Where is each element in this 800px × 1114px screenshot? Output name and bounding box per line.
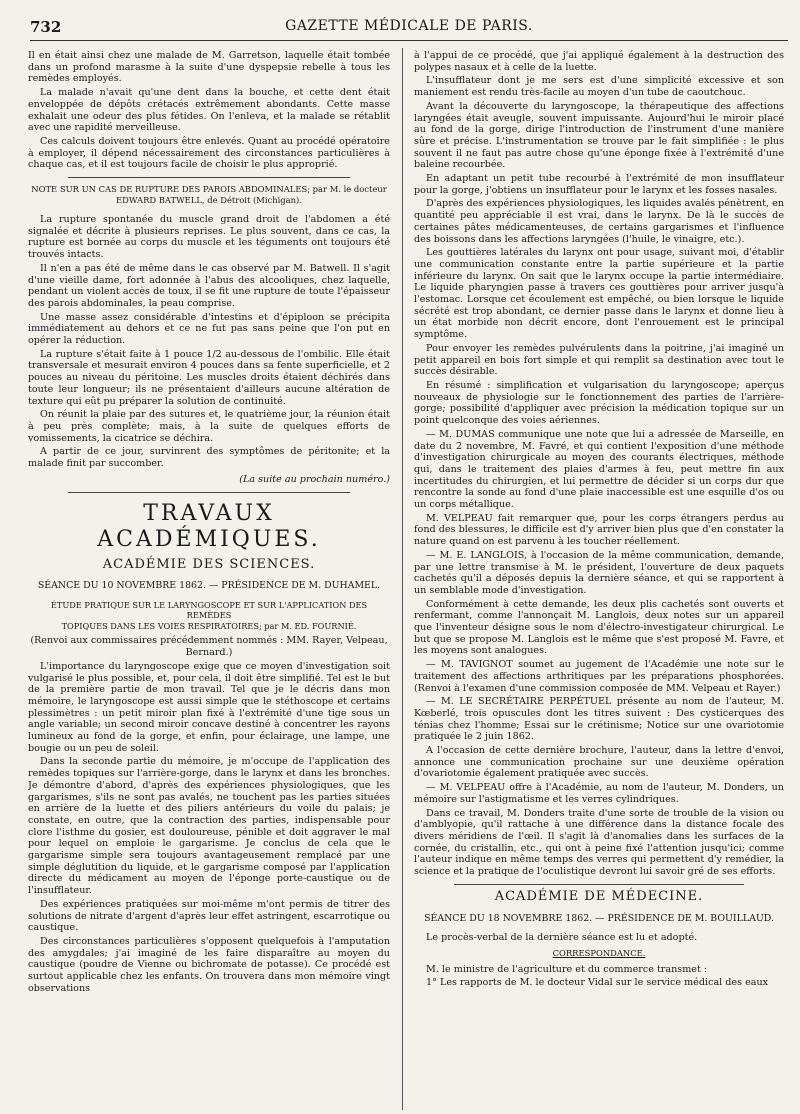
- paragraph: Dans la seconde partie du mémoire, je m'occupe de l'application des remèdes topiques sur l'arrière-gorge, dans le larynx et dans les bronches. Je démontre d'abord, d'après des expériences physiologiques, que les gargarismes, s'ils ne sont pas avalés, ne touchent pas les parties situées en arrière de la luette et des piliers antérieurs du voile du palais; je constate, en outre, que la contraction des parties, indispensable pour clore l'isthme du gosier, est douloureuse, pénible et doit aggraver le mal pour lequel on emploie le gargarisme. Je conclus de cela que le gargarisme simple sera toujours avantageusement remplacé par une simple déglutition du liquide, et le gargarisme composé par l'application directe du médicament au moyen de l'éponge porte-caustique ou de l'insufflateur.: [28, 756, 390, 897]
- separator: [68, 492, 350, 493]
- section-title: TRAVAUX ACADÉMIQUES.: [97, 500, 321, 552]
- paragraph: Ces calculs doivent toujours être enlevés. Quant au procédé opératoire à employer, il dépend nécessairement des circonstances particulières à chaque cas, et il est toujours facile de choisir le plus approprié.: [28, 135, 390, 171]
- paragraph: Des circonstances particulières s'opposent quelquefois à l'amputation des amygdales; j'ai imaginé de les faire disparaître au moyen du caustique (poudre de Vienne ou bichromate de potasse). Ce procédé est surtout applicable chez les enfants. On trouvera dans mon mémoire vingt observations: [28, 935, 390, 994]
- page-number: 732: [30, 18, 62, 36]
- paragraph: Des expériences pratiquées sur moi-même m'ont permis de titrer des solutions de nitrate d'argent d'après leur effet astringent, escarrotique ou caustique.: [28, 898, 390, 934]
- session-line: SÉANCE DU 18 NOVEMBRE 1862. — PRÉSIDENCE DE M. BOUILLAUD.: [424, 912, 774, 924]
- academy-title: ACADÉMIE DE MÉDECINE.: [494, 888, 704, 904]
- paragraph: — M. DUMAS communique une note que lui a adressée de Marseille, en date du 2 novembre, M. Favré, et qui contient l'exposition d'une méthode d'investigation chirurgicale au moyen des courants électriques, méthode qui, dans le traitement des plaies d'armes à feu, peut mettre fin aux incertitudes du chirurgien, et lui permettre de décider si un corps dur que rencontre la sonde au fond d'une plaie inaccessible est une esquille d'os ou un corps métallique.: [414, 428, 784, 511]
- paragraph: Les gouttières latérales du larynx ont pour usage, suivant moi, d'établir une communication constante entre la partie supérieure et la partie inférieure du larynx. On sait que le larynx occupe la partie intermédiaire. Le liquide pharyngien passe à travers ces gouttières pour arriver jusqu'à l'estomac. Lorsque cet écoulement est empêché, ou bien lorsque le liquide sécrété est trop abondant, ce dernier passe dans le larynx et donne lieu à un état morbide non décrit encore, dont l'enrouement est le principal symptôme.: [414, 247, 784, 341]
- paragraph: Pour envoyer les remèdes pulvérulents dans la poitrine, j'ai imaginé un petit appareil en bois fort simple et qui remplit sa destination avec tout le succès désirable.: [414, 342, 784, 378]
- paragraph: A partir de ce jour, survinrent des symptômes de péritonite; et la malade finit par succomber.: [28, 446, 390, 470]
- article-author: EDWARD BATWELL, de Détroit (Michigan).: [116, 195, 302, 206]
- paragraph: Une masse assez considérable d'intestins et d'épiploon se précipita immédiatement au dehors et ce ne fut pas sans peine que l'on put en opérer la réduction.: [28, 311, 390, 347]
- right-column: [414, 50, 784, 1110]
- paragraph: La rupture s'était faite à 1 pouce 1/2 au-dessous de l'ombilic. Elle était transversale et mesurait environ 4 pouces dans sa fente superficielle, et 2 pouces au niveau du péritoine. Les muscles droits étaient déchirés dans toute leur longueur; ils ne présentaient d'ailleurs aucune altération de texture qui eût pu préparer la solution de continuité.: [28, 348, 390, 407]
- correspondance-heading: CORRESPONDANCE.: [552, 947, 646, 958]
- paragraph: Dans ce travail, M. Donders traite d'une sorte de trouble de la vision ou d'amblyopie, qu'il rattache à une différence dans la distance focale des divers méridiens de l'œil. Il s'agit là d'anomalies dans les surfaces de la cornée, du cristallin, etc., qui ont à peine fixé l'attention jusqu'ici; comme l'auteur indique en même temps des verres qui permettent d'y remédier, la science et la pratique de l'oculistique devront lui savoir gré de ses efforts.: [414, 807, 784, 878]
- paragraph: — M. VELPEAU offre à l'Académie, au nom de l'auteur, M. Donders, un mémoire sur l'astigmatisme et les verres cylindriques.: [414, 782, 784, 805]
- paragraph: L'importance du laryngoscope exige que ce moyen d'investigation soit vulgarisé le plus possible, et, pour cela, il doit être simplifié. Tel est le but de la première partie de mon travail. Tel que je le décris dans mon mémoire, le laryngoscope est aussi simple que le stéthoscope et certains plessimètres : un petit miroir plan fixé à l'extrémité d'une tige sous un angle variable; un second miroir concave destiné à concentrer les rayons lumineux au fond de la gorge, et enfin, pour éclairage, une lampe, une bougie ou un peu de soleil.: [28, 660, 390, 754]
- paragraph: La rupture spontanée du muscle grand droit de l'abdomen a été signalée et décrite à plusieurs reprises. Le plus souvent, dans ce cas, la rupture est bornée au corps du muscle et les téguments ont toujours été trouvés intacts.: [28, 214, 390, 261]
- separator: [454, 884, 744, 885]
- paragraph: En adaptant un petit tube recourbé à l'extrémité de mon insufflateur pour la gorge, j'obtiens un insufflateur pour le larynx et les fosses nasales.: [414, 173, 784, 196]
- article-title-line: NOTE SUR UN CAS DE RUPTURE DES PAROIS ABDOMINALES; par M. le docteur: [31, 184, 387, 195]
- separator: [68, 177, 350, 178]
- paragraph: à l'appui de ce procédé, que j'ai appliqué également à la destruction des polypes nasaux et à celle de la luette.: [414, 50, 784, 73]
- paragraph: — M. TAVIGNOT soumet au jugement de l'Académie une note sur le traitement des affections arthritiques par les préparations phosphorées. (Renvoi à l'examen d'une commission composée de MM. Velpeau et Rayer.): [414, 659, 784, 694]
- paragraph: Avant la découverte du laryngoscope, la thérapeutique des affections laryngées était aveugle, souvent impuissante. Aujourd'hui le miroir placé au fond de la gorge, dirige l'introduction de l'instrument d'une manière sûre et précise. L'instrumentation se trouve par le fait simplifiée : le plus souvent il ne faut pas autre chose qu'une éponge fixée à l'extrémité d'une baleine recourbée.: [414, 100, 784, 171]
- page-header: [30, 18, 788, 41]
- paragraph: Il en était ainsi chez une malade de M. Garretson, laquelle était tombée dans un profond marasme à la suite d'une dyspepsie rebelle à tous les remèdes employés.: [28, 50, 390, 85]
- study-title-line: TOPIQUES DANS LES VOIES RESPIRATOIRES; par M. ED. FOURNIÉ.: [61, 620, 357, 631]
- paragraph: Il n'en a pas été de même dans le cas observé par M. Batwell. Il s'agit d'une vieille dame, fort adonnée à l'abus des alcooliques, chez laquelle, pendant un violent accès de toux, il se fit une rupture de toute l'épaisseur des parois abdominales, la peau comprise.: [28, 262, 390, 309]
- paragraph: L'insufflateur dont je me sers est d'une simplicité excessive et son maniement est rendu très-facile au moyen d'un tube de caoutchouc.: [414, 75, 784, 99]
- commissioners-note: (Renvoi aux commissaires précédemment nommés : MM. Rayer, Velpeau, Bernard.): [30, 635, 388, 659]
- paragraph: M. le ministre de l'agriculture et du commerce transmet :: [426, 963, 708, 975]
- session-line: SÉANCE DU 10 NOVEMBRE 1862. — PRÉSIDENCE DE M. DUHAMEL.: [37, 580, 381, 592]
- paragraph: Le procès-verbal de la dernière séance est lu et adopté.: [426, 932, 698, 944]
- paragraph: — M. LE SECRÉTAIRE PERPÉTUEL présente au nom de l'auteur, M. Kœberlé, trois opuscules dont les titres suivent : Des cysticerques des ténias chez l'homme; Essai sur le crétinisme; Notice sur une ovariotomie pratiquée le 2 juin 1862.: [414, 696, 784, 743]
- journal-title: GAZETTE MÉDICALE DE PARIS.: [285, 18, 533, 34]
- paragraph: D'après des expériences physiologiques, les liquides avalés pénètrent, en quantité peu appréciable il est vrai, dans le larynx. De là le succès de certaines pâtes médicamenteuses, de certains gargarismes et l'influence des boissons dans les affections laryngées (l'huile, le vinaigre, etc.).: [414, 198, 784, 245]
- paragraph: 1° Les rapports de M. le docteur Vidal sur le service médical des eaux: [426, 977, 769, 989]
- paragraph: A l'occasion de cette dernière brochure, l'auteur, dans la lettre d'envoi, annonce une communication prochaine sur une deuxième opération d'ovariotomie également pratiquée avec succès.: [414, 745, 784, 780]
- column-divider: [402, 48, 403, 1110]
- paragraph: La malade n'avait qu'une dent dans la bouche, et cette dent était enveloppée de dépôts crétacés extrêmement abondants. Cette masse exhalait une odeur des plus fétides. On l'enleva, et la malade se rétablit avec une rapidité merveilleuse.: [28, 87, 390, 134]
- paragraph: On réunit la plaie par des sutures et, le quatrième jour, la réunion était à peu près complète; mais, à la suite de quelques efforts de vomissements, la cicatrice se déchira.: [28, 409, 390, 444]
- paragraph: — M. E. LANGLOIS, à l'occasion de la même communication, demande, par une lettre transmise à M. le président, l'ouverture de deux paquets cachetés qu'il a déposés depuis la dernière séance, et qui se rapportent à un semblable mode d'investigation.: [414, 549, 784, 596]
- paragraph: En résumé : simplification et vulgarisation du laryngoscope; aperçus nouveaux de physiologie sur le fonctionnement des parties de l'arrière-gorge; possibilité d'appliquer avec précision la médication topique sur un point quelconque des voies aériennes.: [414, 379, 784, 427]
- study-title-line: ÉTUDE PRATIQUE SUR LE LARYNGOSCOPE ET SUR L'APPLICATION DES REMÈDES: [50, 599, 368, 621]
- study-title: [28, 600, 390, 632]
- continued-note: (La suite au prochain numéro.): [239, 473, 390, 485]
- paragraph: M. VELPEAU fait remarquer que, pour les corps étrangers perdus au fond des blessures, le difficile est d'y arriver bien plus que d'en constater la nature quand on est parvenu à les toucher réellement.: [414, 512, 784, 548]
- article-title: [28, 184, 390, 206]
- left-column: [28, 50, 390, 1110]
- paragraph: Conformément à cette demande, les deux plis cachetés sont ouverts et renfermant, comme l'annonçait M. Langlois, deux notes sur un appareil que l'inventeur désigne sous le nom d'électro-investigateur chirurgical. Le but que se propose M. Langlois est le même que s'est proposé M. Favre, et les moyens sont analogues.: [414, 598, 784, 657]
- academy-title: ACADÉMIE DES SCIENCES.: [102, 556, 316, 572]
